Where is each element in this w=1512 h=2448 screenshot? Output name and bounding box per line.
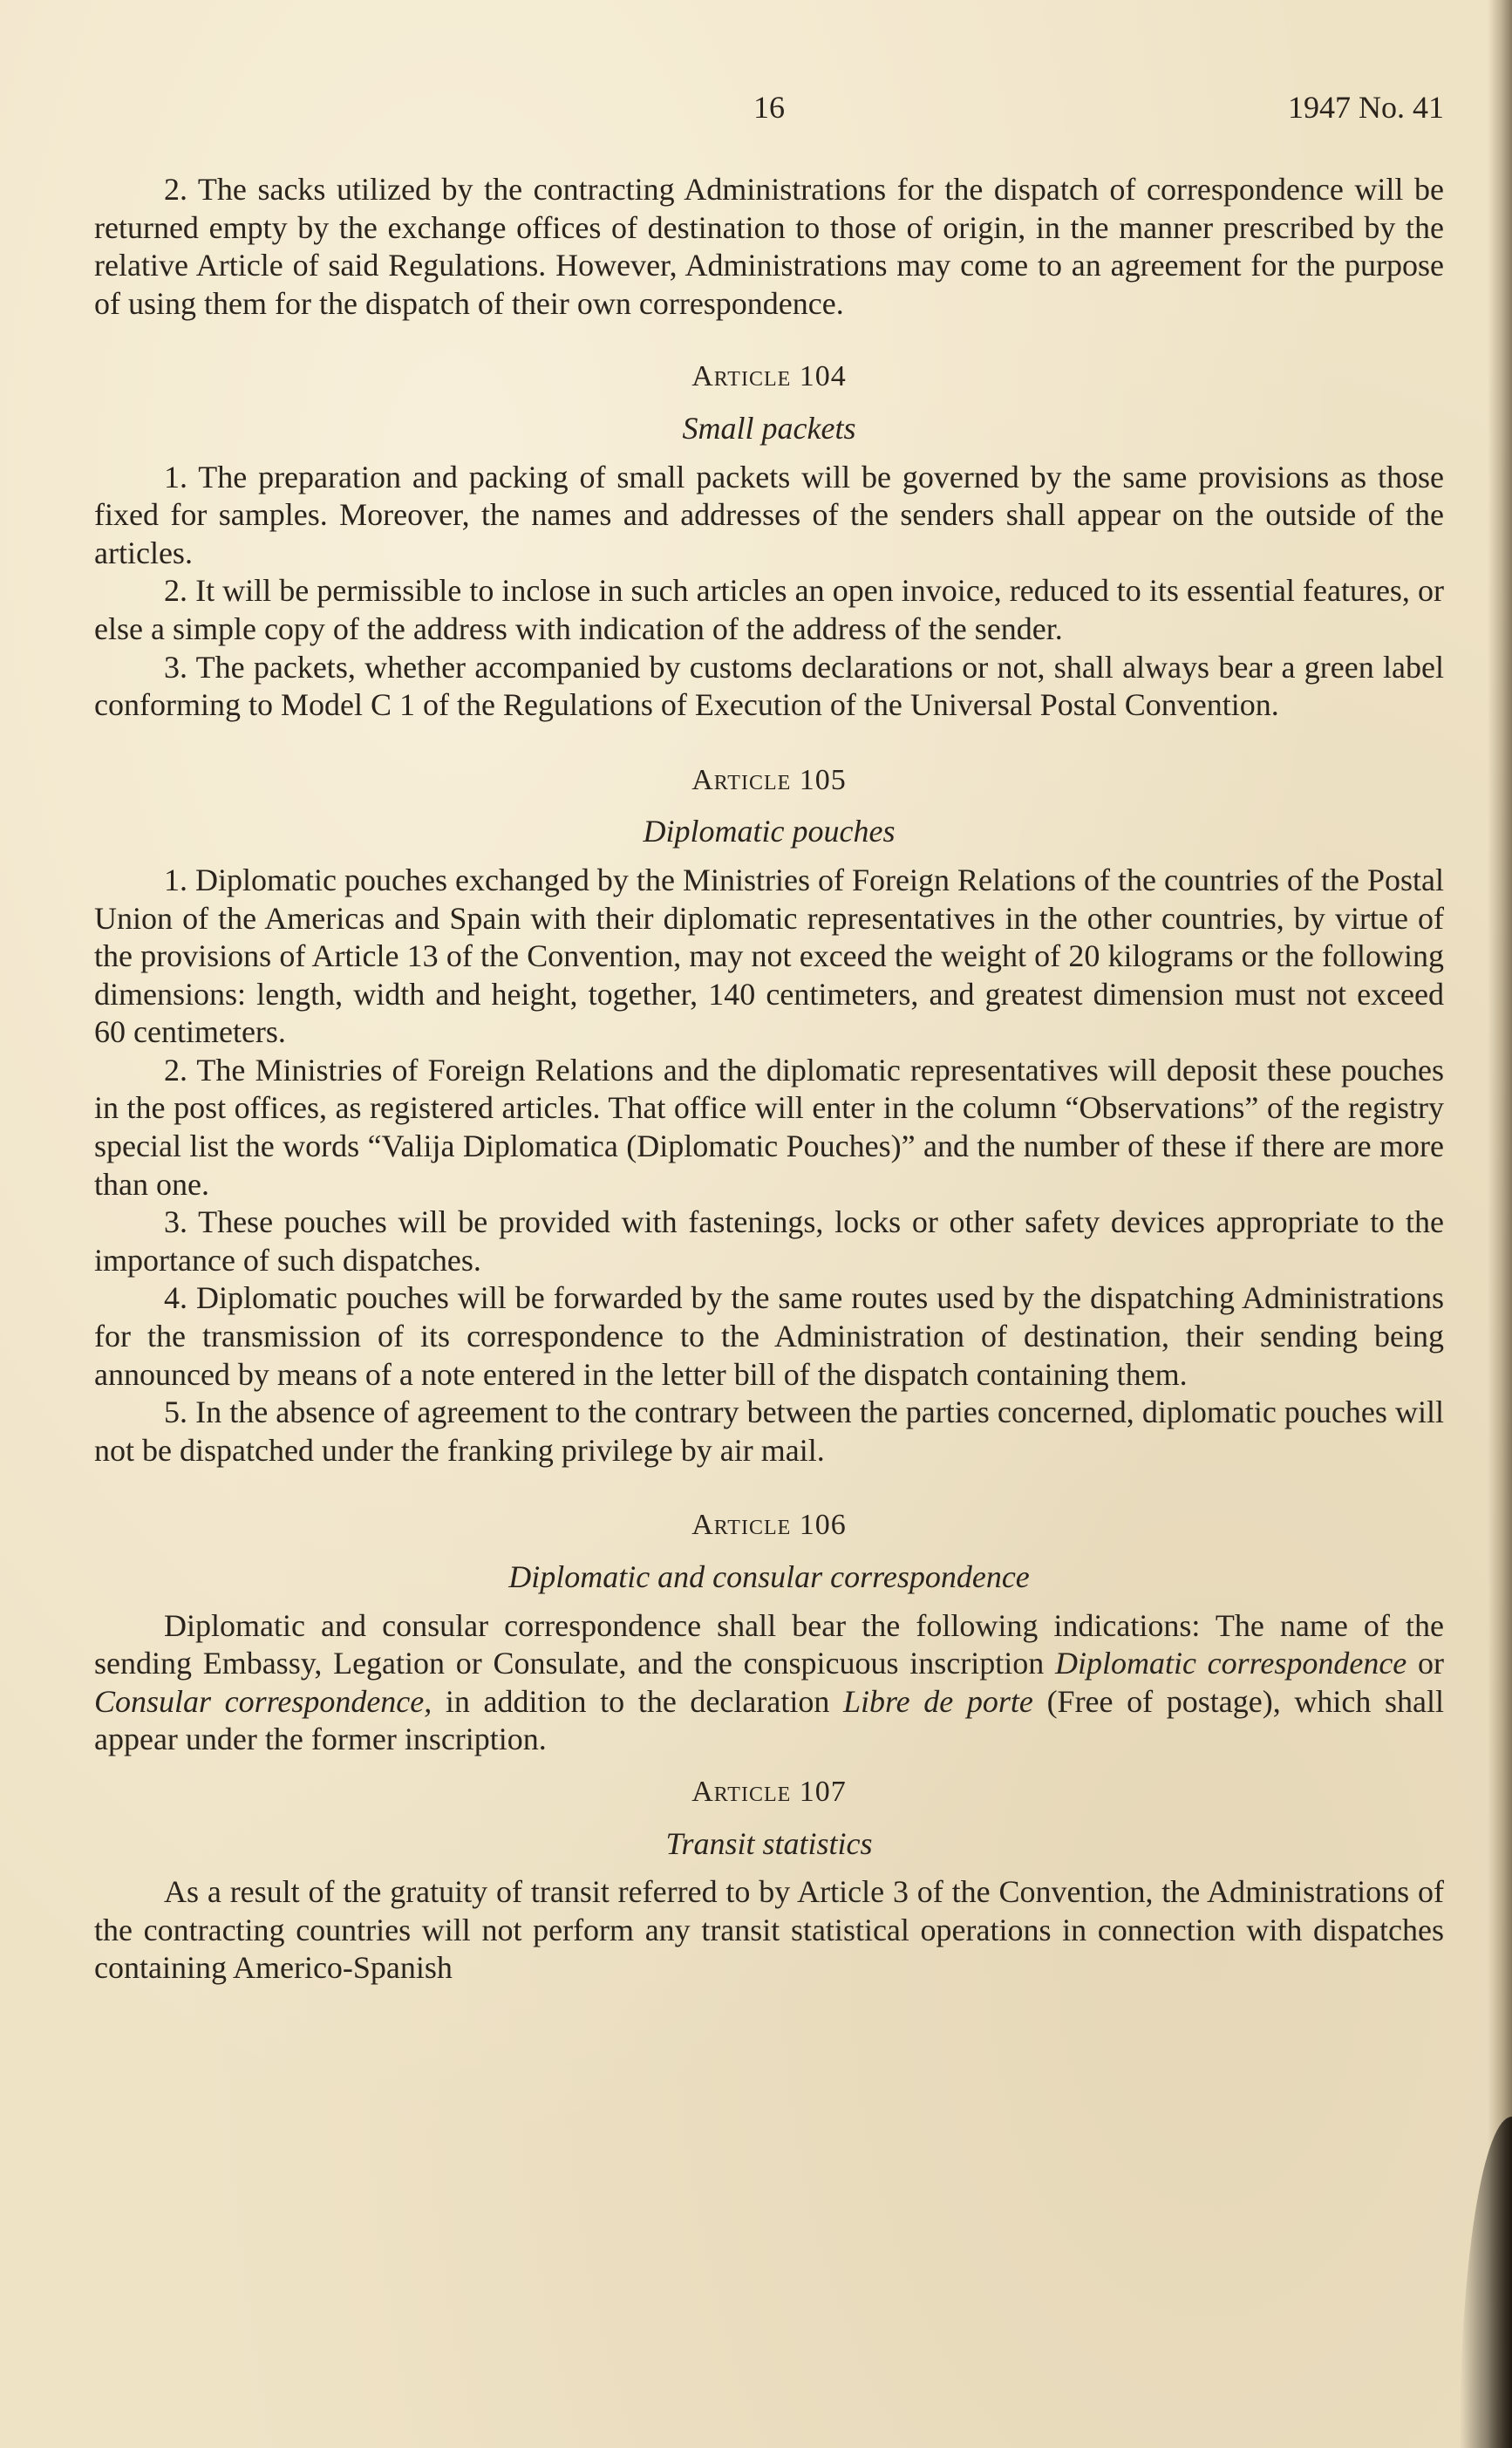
page-body xyxy=(94,171,1444,1988)
page-edge-shadow xyxy=(1488,0,1512,2448)
article-107 xyxy=(94,1773,1444,1988)
italic-term: Diplomatic correspondence xyxy=(1054,1646,1407,1681)
article-title: Transit statistics xyxy=(665,1825,873,1861)
article-paragraph: 1. The preparation and packing of small packets will be governed by the same provisions as those fixed for samples. Moreover, the names and addresses of the senders shall appear on the outside of the articles. xyxy=(94,459,1444,570)
article-paragraph: 2. The Ministries of Foreign Relations and the diplomatic representatives will deposit these pouches in the post offices, as registered articles. That office will enter in the column “Observations” of the registry special list the words “Valija Diplomatica (Diplomatic Pouches)” and the number of these if there are more than one. xyxy=(94,1052,1444,1202)
article-paragraph: As a result of the gratuity of transit referred to by Article 3 of the Convention, the Administrations of the contracting countries will not perform any transit statistical operations in connection with dispatches containing Americo-Spanish xyxy=(94,1874,1444,1986)
article-105 xyxy=(94,761,1444,1470)
text-run: in addition to the declaration xyxy=(445,1683,830,1719)
page-number: 16 xyxy=(753,90,785,125)
article-heading: Article 105 xyxy=(691,763,847,796)
article-paragraph: 4. Diplomatic pouches will be forwarded by the same routes used by the dispatching Administrations for the transmission of its correspondence to the Administration of destination, their sending being announced by means of a note entered in the letter bill of the dispatch containing them. xyxy=(94,1280,1444,1392)
text-run: Diplomatic and consular correspondence shall bear the following indications: The name of the sending Embassy, Legation or Consulate, and the conspicuous inscription xyxy=(94,1607,1444,1681)
italic-term: Consular correspondence, xyxy=(94,1683,432,1719)
italic-term: Libre de porte xyxy=(842,1683,1033,1719)
article-paragraph: 5. In the absence of agreement to the contrary between the parties concerned, diplomatic pouches will not be dispatched under the franking privilege by air mail. xyxy=(94,1394,1444,1468)
article-104 xyxy=(94,358,1444,724)
article-paragraph: 1. Diplomatic pouches exchanged by the Ministries of Foreign Relations of the countries of the Postal Union of the Americas and Spain with their diplomatic representatives in the other countries, by virtue of the provisions of Article 13 of the Convention, may not exceed the weight of 20 kilograms or the following dimensions: length, width and height, together, 140 centimeters, and greatest dimension must not exceed 60 centimeters. xyxy=(94,862,1444,1050)
article-title: Diplomatic and consular correspondence xyxy=(508,1559,1030,1594)
article-106 xyxy=(94,1506,1444,1759)
text-run: (Free of postage), which shall appear under the former inscription. xyxy=(94,1683,1444,1757)
running-header xyxy=(94,89,1444,133)
text-run: or xyxy=(1418,1646,1445,1681)
article-heading: Article 104 xyxy=(691,360,847,393)
article-heading: Article 107 xyxy=(691,1775,847,1808)
article-paragraph xyxy=(94,1607,1444,1759)
article-paragraph: 3. These pouches will be provided with fastenings, locks or other safety devices appropriate to the importance of such dispatches. xyxy=(94,1204,1444,1278)
act-reference: 1947 No. 41 xyxy=(1288,90,1444,125)
page-corner-shadow xyxy=(1460,2117,1512,2448)
intro-paragraph: 2. The sacks utilized by the contracting Administrations for the dispatch of correspondence will be returned empty by the exchange offices of destination to those of origin, in the manner prescribed by the relative Article of said Regulations. However, Administrations may come to an agreement for the purpose of using them for the dispatch of their own correspondence. xyxy=(94,172,1444,321)
article-paragraph: 2. It will be permissible to inclose in such articles an open invoice, reduced to its essential features, or else a simple copy of the address with indication of the address of the sender. xyxy=(94,573,1444,646)
article-paragraph: 3. The packets, whether accompanied by customs declarations or not, shall always bear a green label conforming to Model C 1 of the Regulations of Execution of the Universal Postal Convention. xyxy=(94,649,1444,723)
article-title: Diplomatic pouches xyxy=(643,814,896,849)
article-title: Small packets xyxy=(682,410,856,446)
article-heading: Article 106 xyxy=(691,1509,847,1542)
